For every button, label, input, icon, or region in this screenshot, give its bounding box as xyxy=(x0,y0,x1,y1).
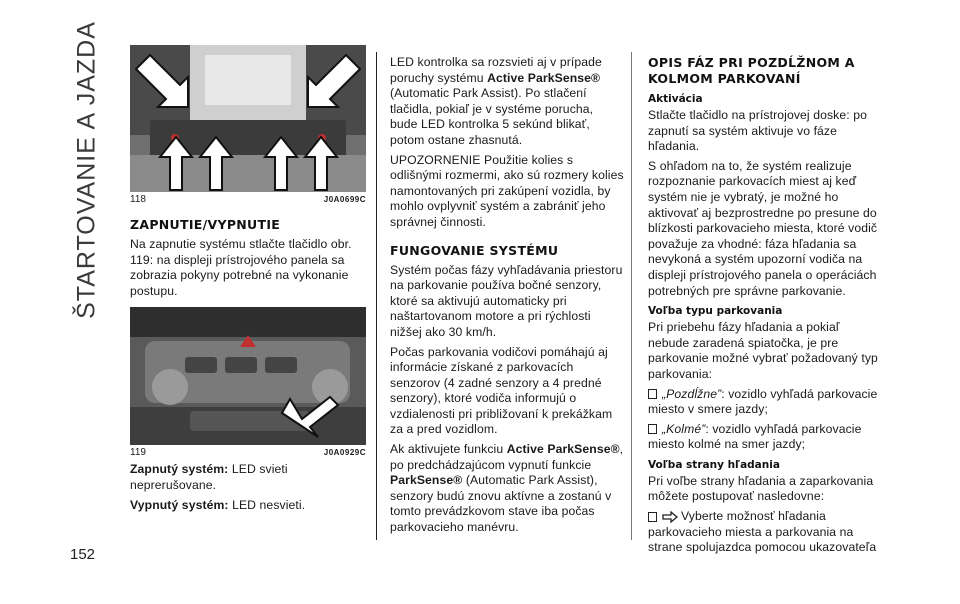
page-number: 152 xyxy=(70,546,96,563)
bullet-icon xyxy=(648,512,657,522)
text: Ak aktivujete funkciu xyxy=(390,442,507,457)
status-on xyxy=(130,462,366,493)
figure-code: J0A0699C xyxy=(323,195,366,204)
paragraph: Pri priebehu fázy hľadania a pokiaľ nebude zaradená spiatočka, je pre parkovanie možné vybrať požadovaný typ parkovania: xyxy=(648,320,878,381)
status-on-text: LED svieti neprerušovane. xyxy=(130,462,288,492)
column-divider xyxy=(631,52,632,540)
heading-activation: Aktivácia xyxy=(648,93,703,105)
status-off xyxy=(130,498,366,514)
text: Vyberte možnosť hľadania parkovacieho miesta a parkovania na strane spolujazdca pomocou ukazovateľa xyxy=(648,509,877,555)
column-2 xyxy=(390,55,624,540)
heading-type: Voľba typu parkovania xyxy=(648,305,783,318)
arrow-right-icon xyxy=(662,511,678,523)
bullet-icon xyxy=(648,424,657,434)
status-on-label: Zapnutý systém: xyxy=(130,462,229,477)
column-3 xyxy=(648,55,884,560)
paragraph: Stlačte tlačidlo na prístrojovej doske: po zapnutí sa systém aktivuje vo fáze hľadania. xyxy=(648,108,867,154)
bullet-item xyxy=(648,509,884,556)
text: (Automatic Park Assist), senzory budú znovu aktívne a zostanú v tomto prevádzkovom stave iba počas parkovacieho manévru. xyxy=(390,473,612,535)
heading-on-off: ZAPNUTIE/VYPNUTIE xyxy=(130,217,281,232)
paragraph xyxy=(390,442,624,536)
bullet-item xyxy=(648,422,884,453)
heading-phases: OPIS FÁZ PRI POZDĹŽNOM A KOLMOM PARKOVANÍ xyxy=(648,55,855,86)
text: : vozidlo vyhľadá parkovacie miesto kolmé na smer jazdy; xyxy=(648,421,862,452)
dashboard-buttons-image xyxy=(130,307,366,445)
paragraph: S ohľadom na to, že systém realizuje rozpoznanie parkovacích miest aj keď systém nie je vybratý, je možné ho aktivovať aj bezprostredne po presune do blízkosti parkovacieho miesta, ktoré vodič považuje za vhodné: fáza hľadania sa nevykoná a systém upozorní vodiča na displeji prístrojového panela o operáciách potrebných pre správne parkovanie. xyxy=(648,158,878,298)
figure-119 xyxy=(130,307,366,445)
text: (Automatic Park Assist). Po stlačení tlačidla, pokiaľ je v systéme porucha, bude LED kontrolka 5 sekúnd blikať, potom ostane zhasnutá. xyxy=(390,86,594,147)
figure-118 xyxy=(130,45,366,192)
figure-118-caption xyxy=(130,194,366,205)
text: : vozidlo vyhľadá parkovacie miesto v smere jazdy; xyxy=(648,386,878,417)
figure-number: 119 xyxy=(130,447,146,459)
column-1 xyxy=(130,55,366,517)
status-off-label: Vypnutý systém: xyxy=(130,497,229,512)
heading-function: FUNGOVANIE SYSTÉMU xyxy=(390,242,559,258)
paragraph: Na zapnutie systému stlačte tlačidlo obr. 119: na displeji prístrojového panela sa zobrazia pokyny potrebné na vykonanie postupu. xyxy=(130,237,352,298)
bullet-item xyxy=(648,387,884,418)
option-label: „Kolmé” xyxy=(662,421,706,436)
paragraph: Počas parkovania vodičovi pomáhajú aj informácie získané z parkovacích senzorov (4 zadné senzory a 4 predné senzory), ktoré vodiča informujú o vzdialenosti pri približovaní k prekážkam za a pred vozidlom. xyxy=(390,344,613,437)
text: LED kontrolka sa rozsvieti aj v prípade poruchy systému xyxy=(390,55,602,85)
figure-number: 118 xyxy=(130,194,146,205)
term: Active ParkSense® xyxy=(487,70,601,85)
option-label: „Pozdĺžne” xyxy=(662,386,722,401)
paragraph xyxy=(390,55,624,149)
status-off-text: LED nesvieti. xyxy=(228,497,306,512)
term: ParkSense® xyxy=(390,473,463,488)
column-divider xyxy=(376,52,377,540)
heading-side: Voľba strany hľadania xyxy=(648,458,780,471)
text: , po predchádzajúcom vypnutí funkcie xyxy=(390,442,624,472)
paragraph: Pri voľbe strany hľadania a zaparkovania môžete postupovať nasledovne: xyxy=(648,473,874,504)
chapter-title: ŠTARTOVANIE A JAZDA xyxy=(72,21,101,319)
figure-119-caption xyxy=(130,447,366,458)
bullet-icon xyxy=(648,389,657,399)
rear-bumper-image xyxy=(130,45,366,192)
term: Active ParkSense® xyxy=(506,442,620,457)
paragraph: UPOZORNENIE Použitie kolies s odlišnými rozmermi, ako sú rozmery kolies namontovaných pri zakúpení vozidla, by mohlo ovplyvniť systém a zabrániť jeho správnej činnosti. xyxy=(390,152,624,229)
paragraph: Systém počas fázy vyhľadávania priestoru na parkovanie používa bočné senzory, ktoré sa aktivujú automaticky pri naštartovanom motore a pri rýchlosti nižšej ako 30 km/h. xyxy=(390,262,623,339)
figure-code: J0A0929C xyxy=(323,448,366,458)
